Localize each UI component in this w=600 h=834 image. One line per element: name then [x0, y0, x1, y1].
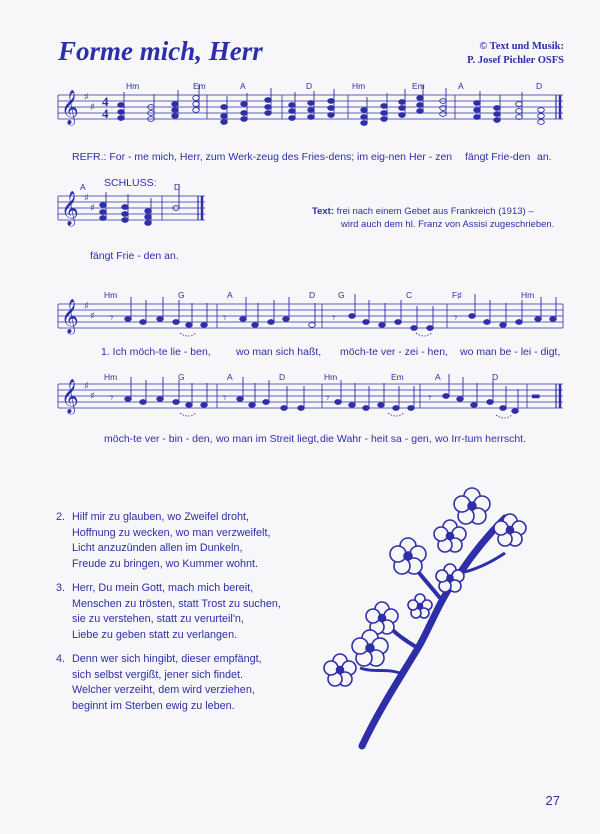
lyric-line: fängt Frie-den [465, 151, 531, 163]
chord-label: G [338, 290, 345, 300]
chord-label: Em [193, 81, 206, 91]
credit-line-1: © Text und Musik: [479, 41, 564, 52]
text-label: Text: [312, 206, 334, 217]
verse-3 [56, 581, 281, 643]
treble-clef-icon: 𝄞 [61, 90, 79, 125]
svg-text:♯: ♯ [84, 92, 89, 103]
verse-line: sich selbst vergißt, jener sich findet. [72, 668, 244, 681]
text-attribution [312, 205, 554, 231]
chord-label: D [306, 81, 313, 91]
lyric-line: REFR.: For - me mich, Herr, zum Werk-zeug des Fries-dens; [72, 151, 355, 163]
verse-line: Welcher verzeiht, dem wird verziehen, [72, 684, 255, 696]
lyric-line: an. [537, 151, 552, 163]
chord-label: Hm [104, 372, 118, 382]
text-note-line-2: wird auch dem hl. Franz von Assisi zugeschrieben. [341, 219, 555, 230]
svg-text:𝄾: 𝄾 [326, 390, 330, 405]
svg-text:♯: ♯ [90, 391, 95, 402]
svg-text:4: 4 [102, 106, 109, 121]
verse-line: Hilf mir zu glauben, wo Zweifel droht, [72, 511, 250, 523]
time-signature [102, 94, 109, 121]
svg-text:♯: ♯ [84, 301, 89, 312]
chord-label: C [406, 290, 413, 300]
lyric-line: wo man sich haßt, [236, 346, 322, 358]
svg-text:♯: ♯ [84, 193, 89, 204]
page-number: 27 [545, 793, 560, 808]
verse-line: Licht anzuzünden allen im Dunkeln, [72, 542, 243, 554]
notes-system-3 [110, 374, 518, 413]
verse-2 [56, 510, 281, 572]
chord-label: D [174, 182, 181, 192]
treble-clef-icon: 𝄞 [61, 299, 79, 334]
lyric-line: wo man im Streit liegt, [216, 433, 320, 445]
blossom-branch-icon [300, 478, 560, 758]
whole-rest-icon: ▬ [531, 391, 541, 402]
svg-text:𝄾: 𝄾 [332, 310, 336, 325]
chord-label: A [435, 372, 441, 382]
chord-label: D [309, 290, 316, 300]
svg-text:4: 4 [102, 94, 109, 109]
verse-line: Denn wer sich hingibt, dieser empfängt, [72, 653, 262, 665]
lyric-line: 1. Ich möch-te lie - ben, [101, 346, 211, 358]
chord-label: A [458, 81, 464, 91]
lyric-line: wo Irr-tum herrscht. [435, 433, 527, 445]
chord-label: Em [412, 81, 425, 91]
chord-label: A [227, 290, 233, 300]
verse-line: beginnt im Sterben ewig zu leben. [72, 699, 235, 712]
verse-line: Herr, Du mein Gott, mach mich bereit, [72, 582, 254, 594]
credit-line-2: P. Josef Pichler OSFS [467, 55, 564, 66]
chord-label: Hm [324, 372, 338, 382]
lyric-line: möch-te ver - zei - hen, [340, 346, 448, 358]
svg-text:𝄾: 𝄾 [454, 310, 458, 325]
chord-label: D [492, 372, 499, 382]
chord-label: Em [391, 372, 404, 382]
lyric-line: im eig-nen Her - zen [357, 151, 453, 163]
chord-label: G [178, 290, 185, 300]
svg-text:♯: ♯ [90, 102, 95, 113]
verse-4 [56, 652, 281, 714]
chord-label: Hm [126, 81, 140, 91]
svg-text:𝄾: 𝄾 [110, 390, 114, 405]
verse-number: 3. [56, 582, 66, 594]
verse-line: sie zu verstehen, statt zu verurteil'n, [72, 613, 244, 625]
chord-label: D [279, 372, 286, 382]
chord-label: Hm [104, 290, 118, 300]
staff-system-3 [58, 384, 563, 408]
schluss-label: SCHLUSS: [104, 177, 157, 189]
key-signature-icon [84, 92, 95, 402]
notes-system-2 [110, 294, 556, 330]
verse-line: Hoffnung zu wecken, wo man verzweifelt, [72, 526, 271, 539]
svg-text:𝄾: 𝄾 [223, 390, 227, 405]
staff-schluss [58, 196, 205, 220]
chord-label: G [178, 372, 185, 382]
song-title: Forme mich, Herr [58, 36, 263, 66]
verses [56, 510, 281, 723]
chord-label: D [536, 81, 543, 91]
chord-label: A [80, 182, 86, 192]
chord-label: F♯ [452, 290, 462, 300]
svg-text:𝄾: 𝄾 [428, 390, 432, 405]
svg-text:♯: ♯ [90, 311, 95, 322]
treble-clef-icon: 𝄞 [61, 379, 79, 414]
svg-text:♯: ♯ [84, 381, 89, 392]
blossom-flowers [324, 488, 526, 686]
text-note-line-1: frei nach einem Gebet aus Frankreich (1913) – [336, 206, 534, 217]
svg-text:𝄾: 𝄾 [223, 310, 227, 325]
treble-clef-icon: 𝄞 [61, 191, 79, 226]
verse-line: Freude zu bringen, wo Kummer wohnt. [72, 557, 259, 570]
notes-schluss [100, 184, 180, 225]
lyric-line: wo man be - lei - digt, [460, 346, 561, 358]
chord-label: Hm [352, 81, 366, 91]
chord-label: A [240, 81, 246, 91]
chord-label: A [227, 372, 233, 382]
verse-line: Menschen zu trösten, statt Trost zu suchen, [72, 597, 281, 610]
lyric-line: fängt Frie - den an. [90, 250, 179, 262]
verse-number: 2. [56, 511, 66, 523]
verse-line: Liebe zu geben statt zu verlangen. [72, 628, 238, 641]
verse-number: 4. [56, 653, 66, 665]
lyric-line: die Wahr - heit sa - gen, [320, 433, 432, 445]
chord-label: Hm [521, 290, 535, 300]
lyric-line: möch-te ver - bin - den, [104, 433, 213, 445]
svg-text:♯: ♯ [90, 203, 95, 214]
svg-text:𝄾: 𝄾 [110, 310, 114, 325]
